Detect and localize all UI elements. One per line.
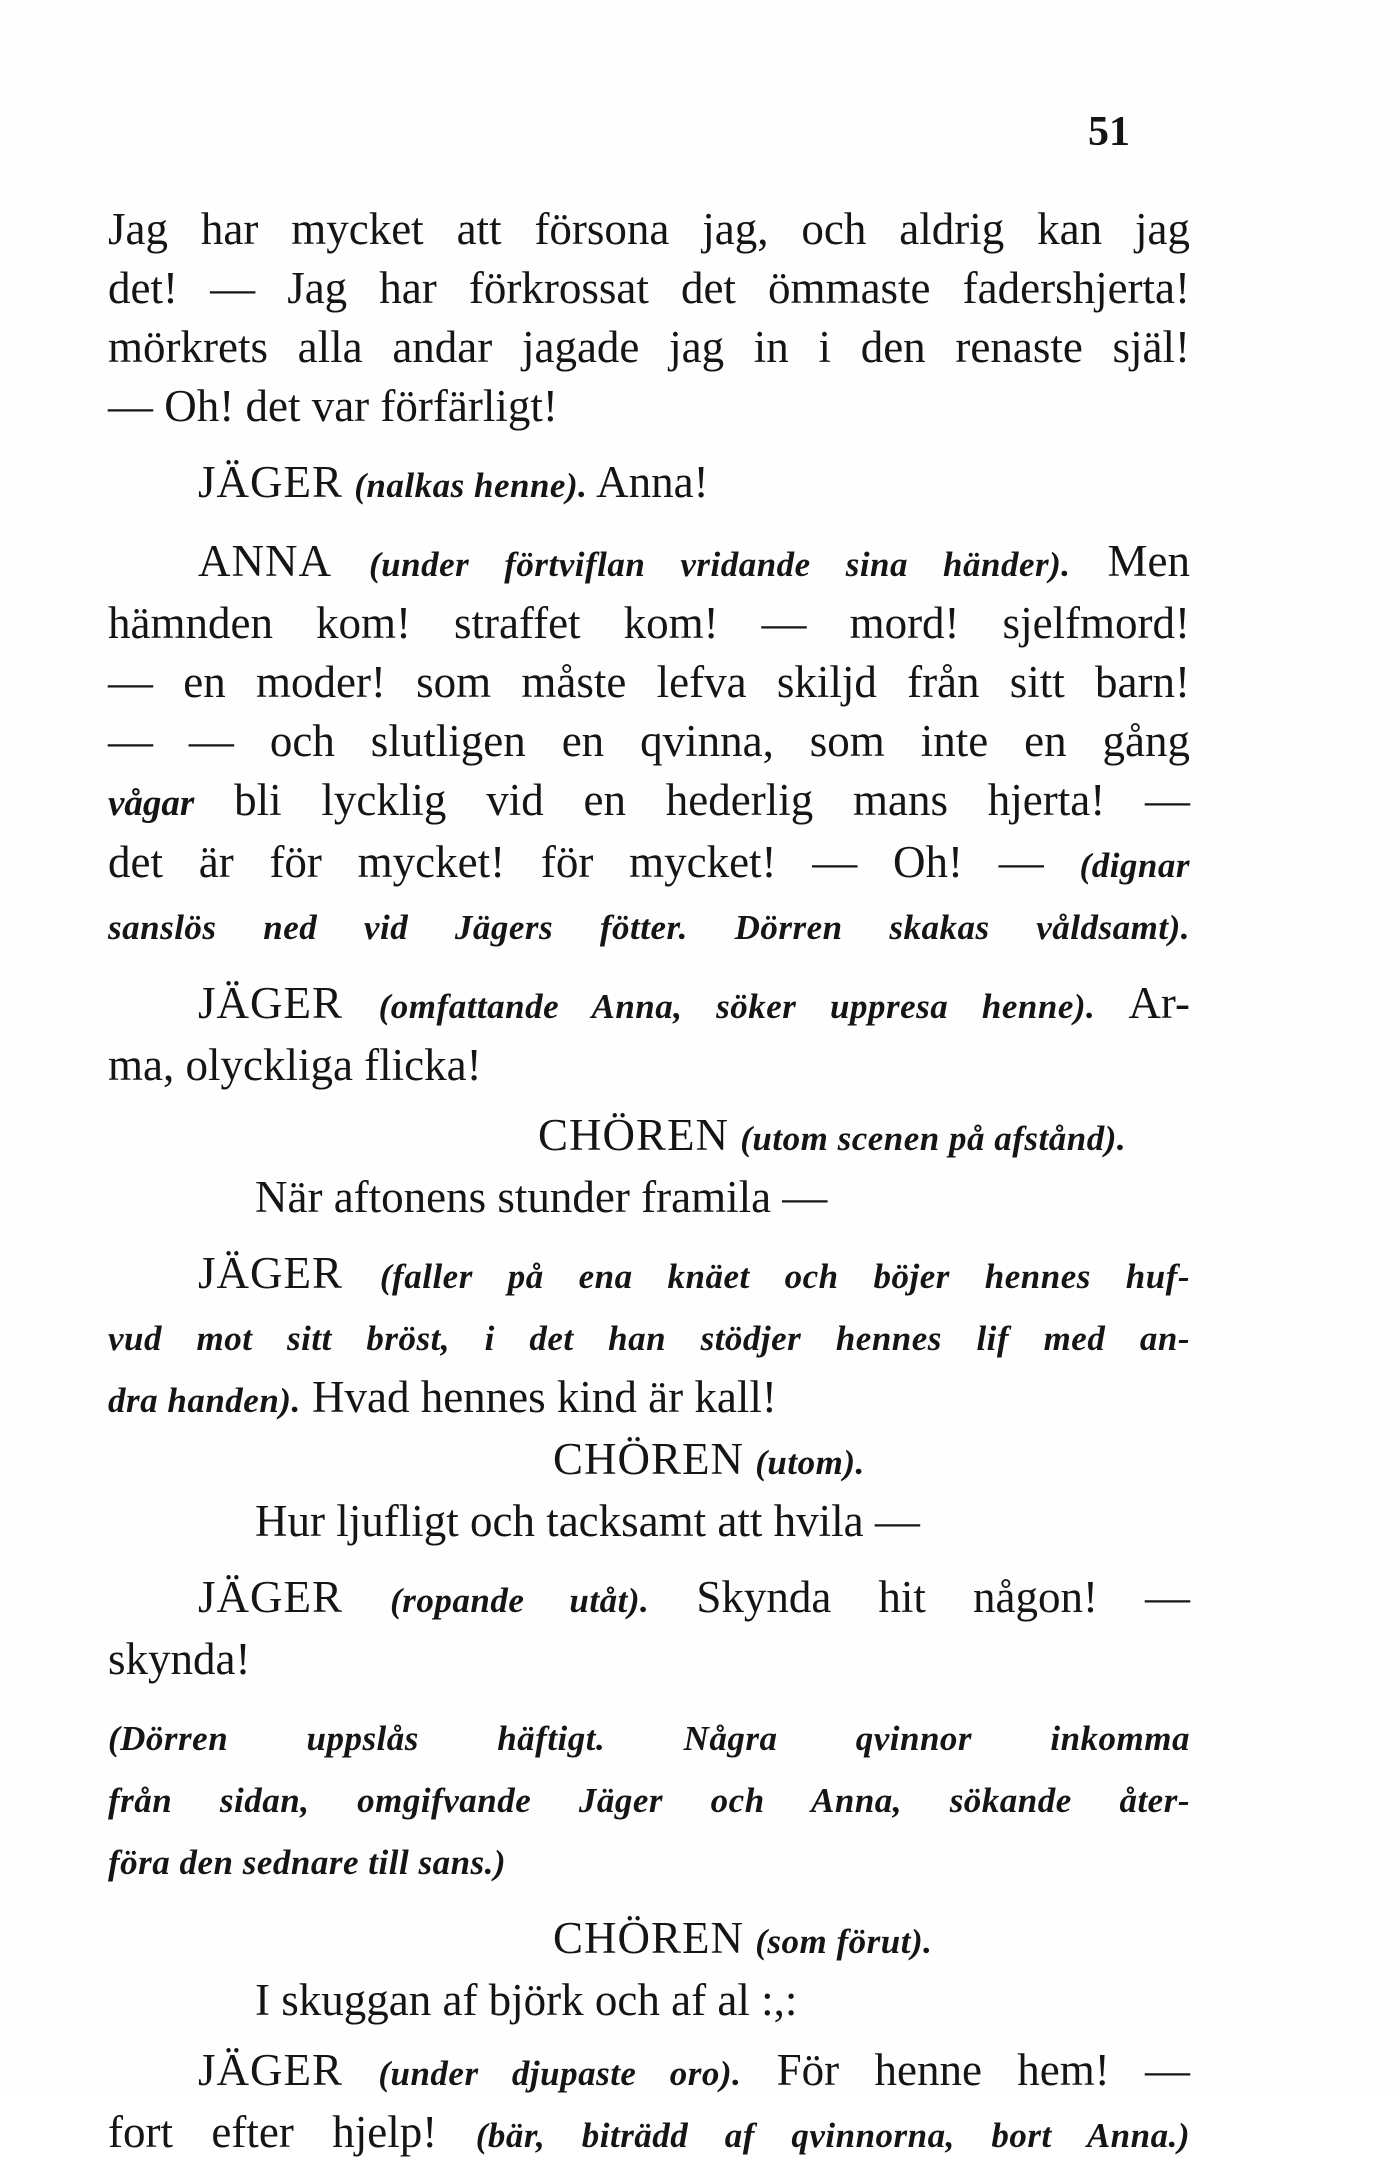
- dialogue-jager-5: [108, 2041, 1190, 2103]
- stage-direction: (bär, biträdd af qvinnorna, bort Anna.): [475, 2116, 1191, 2155]
- chorus-heading-2: [108, 1430, 1190, 1492]
- text-line-30: [108, 2103, 1190, 2165]
- dialogue-jager-2: [108, 974, 1190, 1036]
- stage-direction: (som förut).: [755, 1922, 933, 1961]
- spoken-text: Anna!: [596, 457, 709, 507]
- spoken-text: Ar-: [1128, 978, 1190, 1028]
- text-line-18: [108, 1306, 1190, 1368]
- stage-direction: (utom scenen på afstånd).: [740, 1119, 1127, 1158]
- text-line-9: — — och slutligen en qvinna, som inte en gång: [108, 716, 1190, 766]
- dialogue-jager-3: [108, 1244, 1190, 1306]
- stage-direction: (ropande utåt).: [390, 1581, 650, 1620]
- text-line-12: [108, 895, 1190, 957]
- stage-direction: (omfattande Anna, söker uppresa henne).: [378, 987, 1096, 1026]
- stage-direction: föra den sednare till sans.): [108, 1843, 507, 1882]
- text-line-14: ma, olyckliga flicka!: [108, 1040, 482, 1090]
- chorus-heading-1: [108, 1106, 1190, 1168]
- stage-direction: vud mot sitt bröst, i det han stödjer hennes lif med an-: [108, 1319, 1190, 1358]
- spoken-text: Hvad hennes kind är kall!: [311, 1372, 777, 1422]
- stage-direction: (under förtviflan vridande sina händer).: [369, 545, 1071, 584]
- text-line-7: hämnden kom! straffet kom! — mord! sjelfmord!: [108, 598, 1190, 648]
- stage-direction: (nalkas henne).: [354, 466, 588, 505]
- page-number: 51: [1088, 109, 1130, 155]
- speaker-name: JÄGER: [198, 2045, 344, 2095]
- dialogue-jager-4: [108, 1568, 1190, 1630]
- text-line-10: [108, 771, 1190, 833]
- stage-direction: sanslös ned vid Jägers fötter. Dörren skakas våldsamt).: [108, 908, 1190, 947]
- stage-direction: (Dörren uppslås häftigt. Några qvinnor inkomma: [108, 1719, 1190, 1758]
- dialogue-jager-1: [108, 453, 1190, 515]
- speaker-name: JÄGER: [198, 457, 344, 507]
- text-line-3: mörkrets alla andar jagade jag in i den renaste själ!: [108, 322, 1190, 372]
- dialogue-anna-1: [108, 532, 1190, 594]
- spoken-text: Men: [1107, 536, 1191, 586]
- speaker-name: CHÖREN: [538, 1110, 730, 1160]
- stage-direction: (dignar: [1079, 846, 1191, 885]
- stage-direction: (faller på ena knäet och böjer hennes huf-: [379, 1257, 1190, 1296]
- verse-line-3: I skuggan af björk och af al :,:: [255, 1975, 798, 2025]
- chorus-heading-3: [108, 1909, 1190, 1971]
- speaker-name: JÄGER: [198, 978, 344, 1028]
- text-line-1: Jag har mycket att försona jag, och aldrig kan jag: [108, 204, 1190, 254]
- italic-word: vågar: [108, 783, 195, 824]
- speaker-name: JÄGER: [198, 1572, 344, 1622]
- spoken-text: bli lycklig vid en hederlig mans hjerta! —: [234, 775, 1190, 825]
- stage-line-25: [108, 1768, 1190, 1830]
- stage-direction: från sidan, omgifvande Jäger och Anna, sökande åter-: [108, 1781, 1190, 1820]
- stage-direction: (utom).: [755, 1443, 865, 1482]
- text-line-8: — en moder! som måste lefva skiljd från sitt barn!: [108, 657, 1190, 707]
- text-line-4: — Oh! det var förfärligt!: [108, 381, 558, 431]
- stage-line-24: [108, 1706, 1190, 1768]
- text-line-23: skynda!: [108, 1634, 251, 1684]
- text-line-2: det! — Jag har förkrossat det ömmaste fadershjerta!: [108, 263, 1190, 313]
- speaker-name: ANNA: [198, 536, 332, 586]
- spoken-text: fort efter hjelp!: [108, 2107, 438, 2157]
- speaker-name: CHÖREN: [553, 1434, 745, 1484]
- spoken-text: Skynda hit någon! —: [696, 1572, 1191, 1622]
- speaker-name: JÄGER: [198, 1248, 344, 1298]
- verse-line-2: Hur ljufligt och tacksamt att hvila —: [255, 1496, 920, 1546]
- verse-line-1: När aftonens stunder framila —: [255, 1172, 828, 1222]
- stage-line-26: [108, 1830, 1190, 1892]
- spoken-text: För henne hem! —: [776, 2045, 1191, 2095]
- text-line-11: [108, 833, 1190, 895]
- page-body: [108, 200, 1190, 2165]
- text-line-19: [108, 1368, 1190, 1430]
- spoken-text: det är för mycket! för mycket! — Oh! —: [108, 837, 1044, 887]
- stage-direction: dra handen).: [108, 1381, 301, 1420]
- stage-direction: (under djupaste oro).: [378, 2054, 742, 2093]
- speaker-name: CHÖREN: [553, 1913, 745, 1963]
